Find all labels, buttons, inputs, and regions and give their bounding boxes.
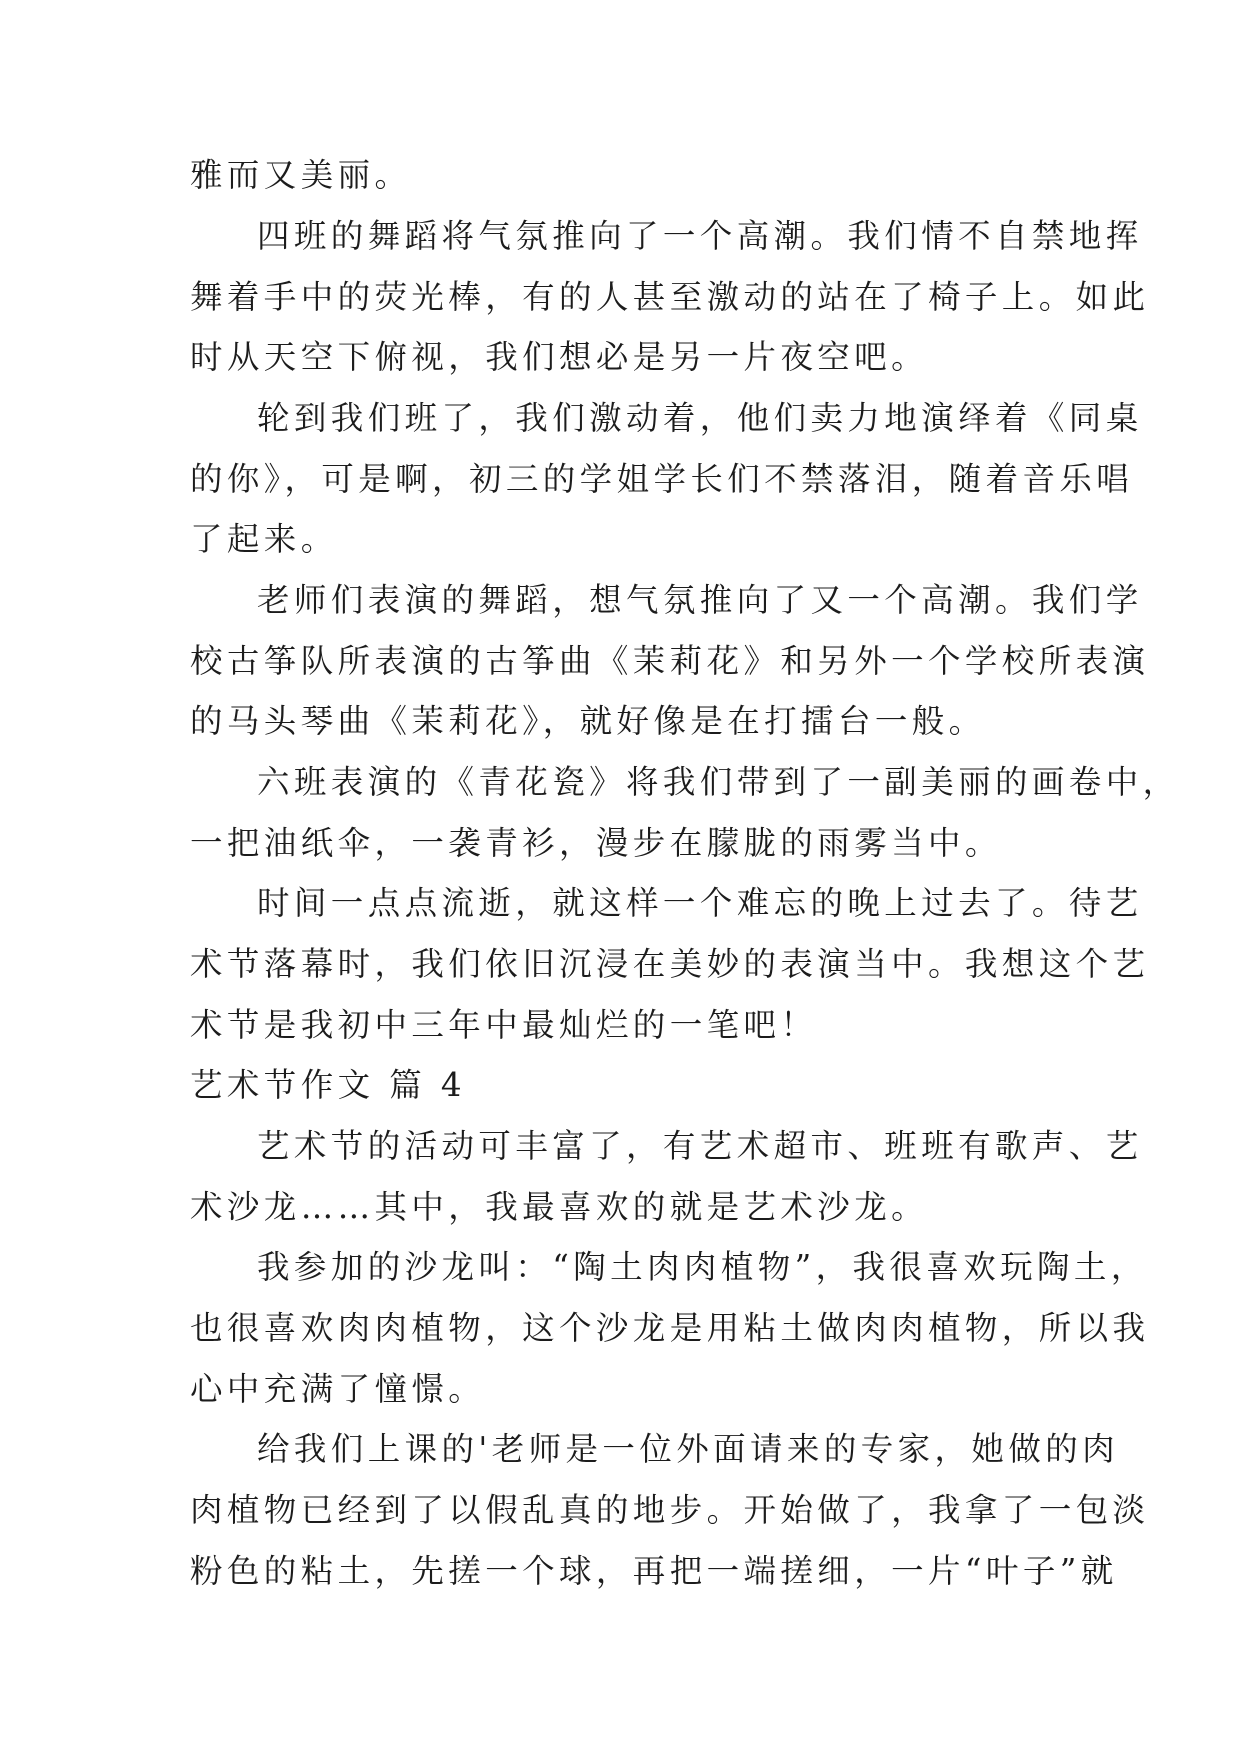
text-line: 术沙龙……其中，我最喜欢的就是艺术沙龙。 xyxy=(190,1188,929,1226)
text-line: 雅而又美丽。 xyxy=(190,156,412,194)
text-line: 的你》，可是啊，初三的学姐学长们不禁落泪，随着音乐唱 xyxy=(190,460,1134,498)
text-line: 校古筝队所表演的古筝曲《茉莉花》和另外一个学校所表演 xyxy=(190,642,1150,680)
paragraph-first-line: 我参加的沙龙叫：“陶土肉肉植物”，我很喜欢玩陶土， xyxy=(257,1248,1148,1286)
paragraph-first-line: 六班表演的《青花瓷》将我们带到了一副美丽的画卷中， xyxy=(257,763,1180,801)
text-line: 时从天空下俯视，我们想必是另一片夜空吧。 xyxy=(190,338,929,376)
paragraph-first-line: 艺术节的活动可丰富了，有艺术超市、班班有歌声、艺 xyxy=(257,1127,1143,1165)
text-line: 心中充满了憧憬。 xyxy=(190,1370,486,1408)
text-line: 粉色的粘土，先搓一个球，再把一端搓细，一片“叶子”就 xyxy=(190,1552,1118,1590)
text-line: 一把油纸伞，一袭青衫，漫步在朦胧的雨雾当中。 xyxy=(190,824,1002,862)
text-line: 的马头琴曲《茉莉花》，就好像是在打擂台一般。 xyxy=(190,702,986,740)
paragraph-first-line: 轮到我们班了，我们激动着，他们卖力地演绎着《同桌 xyxy=(257,399,1143,437)
text-line: 也很喜欢肉肉植物，这个沙龙是用粘土做肉肉植物，所以我 xyxy=(190,1309,1150,1347)
text-line: 了起来。 xyxy=(190,520,338,558)
paragraph-first-line: 老师们表演的舞蹈，想气氛推向了又一个高潮。我们学 xyxy=(257,581,1143,619)
paragraph-first-line: 时间一点点流逝，就这样一个难忘的晚上过去了。待艺 xyxy=(257,884,1143,922)
text-line: 肉植物已经到了以假乱真的地步。开始做了，我拿了一包淡 xyxy=(190,1491,1150,1529)
text-line: 术节落幕时，我们依旧沉浸在美妙的表演当中。我想这个艺 xyxy=(190,945,1150,983)
section-heading: 艺术节作文 篇 4 xyxy=(190,1066,466,1104)
paragraph-first-line: 给我们上课的'老师是一位外面请来的专家，她做的肉 xyxy=(257,1430,1120,1468)
text-line: 术节是我初中三年中最灿烂的一笔吧！ xyxy=(190,1006,818,1044)
paragraph-first-line: 四班的舞蹈将气氛推向了一个高潮。我们情不自禁地挥 xyxy=(257,217,1143,255)
text-line: 舞着手中的荧光棒，有的人甚至激动的站在了椅子上。如此 xyxy=(190,278,1150,316)
